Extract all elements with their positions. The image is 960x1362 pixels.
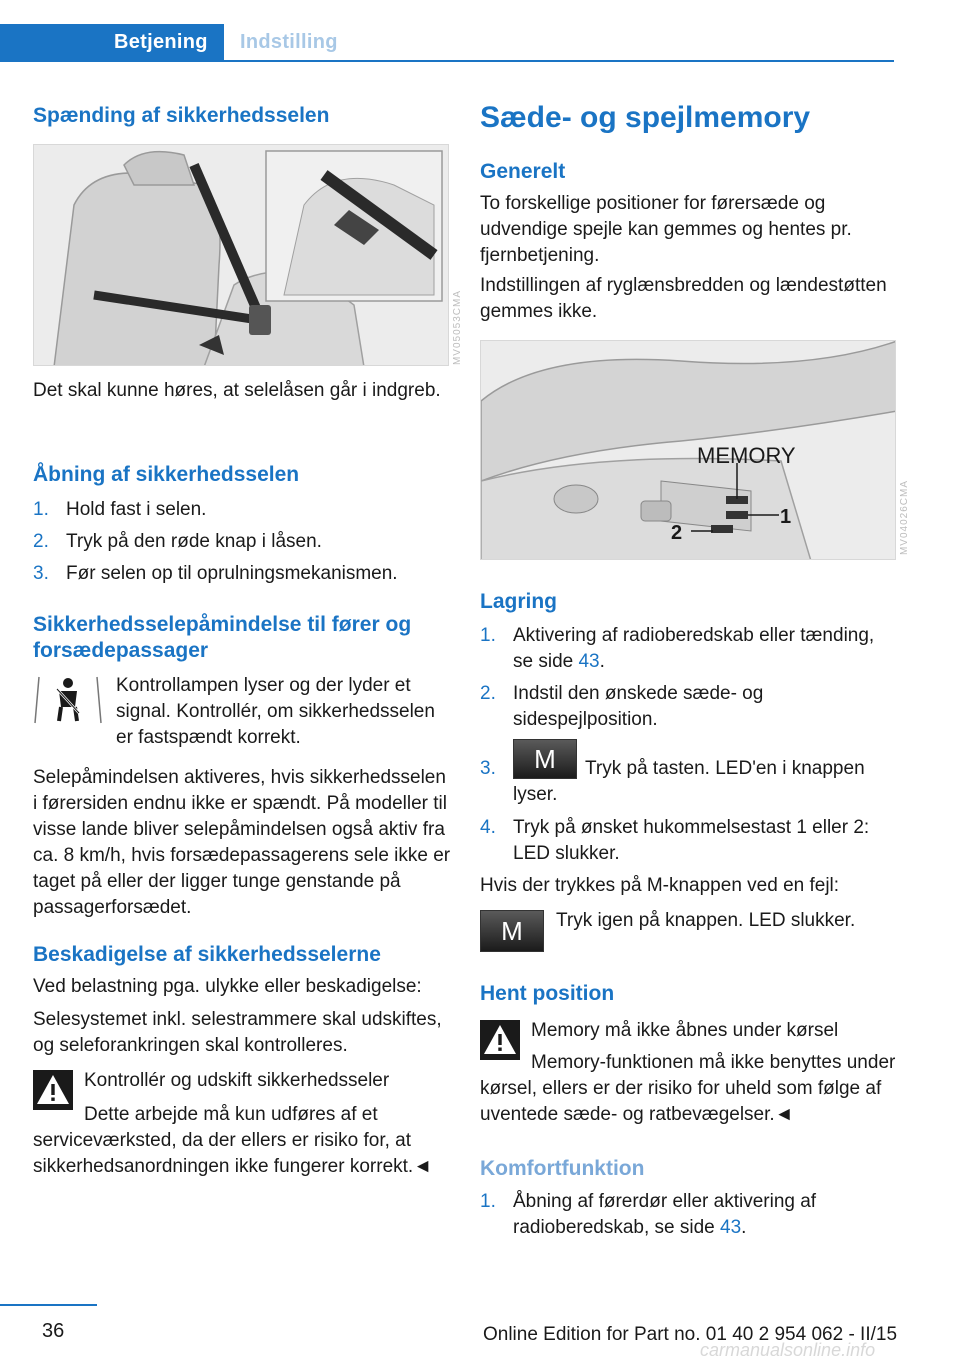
general-text-2: Indstillingen af ryglænsbredden og lændestøtten gemmes ikke. <box>480 275 887 322</box>
seatbelt-illustration <box>33 144 449 366</box>
belt-opening-steps <box>33 497 451 587</box>
general-text-1: To forskellige positioner for førersæde og udvendige spejle kan gemmes og hentes pr. fjernbetjening. <box>480 193 852 266</box>
list-item: 1. Aktivering af radioberedskab eller tænding, se side 43. <box>480 625 875 672</box>
belt-damage-text-1: Ved belastning pga. ulykke eller beskadigelse: <box>33 976 422 997</box>
main-title-memory: Sæde- og spejlmemory <box>480 101 811 134</box>
belt-fastening-text: Det skal kunne høres, at selelåsen går i indgreb. <box>33 380 441 401</box>
section-title-general: Generelt <box>480 160 566 183</box>
memory-label: MEMORY <box>697 443 796 468</box>
section-title-belt-reminder: Sikkerhedsselepåmindelse til fører og forsædepassager <box>33 613 412 662</box>
error-icon-text: Tryk igen på knappen. LED slukker. <box>556 910 856 931</box>
list-item: 1. Åbning af førerdør eller aktivering af radioberedskab, se side 43. <box>480 1191 817 1238</box>
page-number: 36 <box>42 1320 65 1342</box>
belt-reminder-icon-text: Kontrollampen lyser og der lyder et signal. Kontrollér, om sikkerhedsselen er fastspændt korrekt. <box>116 675 435 748</box>
memory-m-button-repeat[interactable]: M <box>480 910 544 952</box>
page-header <box>0 0 960 62</box>
section-title-storage: Lagring <box>480 590 557 613</box>
memory-m-button[interactable]: M <box>513 739 577 779</box>
belt-reminder-text: Selepåmindelsen aktiveres, hvis sikkerhedsselen i førersiden endnu ikke er spændt. På modeller til visse lande bliver selepåmindelsen også aktiv fra ca. 8 km/h, hvis forsædepassagerens sele ikke er taget på eller der ligger tunge genstande på passagerforsædet. <box>33 767 451 918</box>
list-item: 2. Tryk på den røde knap i låsen. <box>33 531 322 552</box>
memory-drawing <box>481 341 896 560</box>
list-item: 3. Tryk på tasten. LED'en i knappen lyser. <box>480 758 865 805</box>
footer-edition: Online Edition for Part no. 01 40 2 954 062 - II/15 <box>482 1324 898 1345</box>
warning2-title: Memory må ikke åbnes under kørsel <box>531 1020 839 1041</box>
seatbelt-drawing <box>34 145 449 366</box>
belt-damage-text-2: Selesystemet inkl. selestrammere skal udskiftes, og seleforankringen skal kontrolleres. <box>33 1009 442 1056</box>
footer-divider <box>0 1304 97 1306</box>
error-text: Hvis der trykkes på M-knappen ved en fejl: <box>480 875 840 896</box>
section-title-comfort: Komfortfunktion <box>480 1157 645 1180</box>
list-item: 2. Indstil den ønskede sæde- og sidespejlposition. <box>480 683 764 730</box>
warning2-text: Memory-funktionen må ikke benyttes under kørsel, ellers er der risiko for uheld som følge af uventede sæde- og ratbevægelser.◄ <box>480 1052 896 1125</box>
page-link-43[interactable]: 43 <box>720 1217 742 1238</box>
list-item: 4. Tryk på ønsket hukommelsestast 1 eller 2: LED slukker. <box>480 817 870 864</box>
page-link-43[interactable]: 43 <box>578 651 600 672</box>
tab-betjening[interactable]: Betjening <box>0 24 224 60</box>
section-title-belt-fastening: Spænding af sikkerhedsselen <box>33 104 330 127</box>
memory-callout-1: 1 <box>780 506 792 528</box>
tab-indstilling[interactable]: Indstilling <box>240 30 338 53</box>
footer-site-watermark: carmanualsonline.info <box>700 1340 876 1360</box>
warning1-title: Kontrollér og udskift sikkerhedsseler <box>84 1070 390 1091</box>
section-title-belt-opening: Åbning af sikkerhedsselen <box>33 463 300 486</box>
section-title-belt-damage: Beskadigelse af sikkerhedsselerne <box>33 943 381 966</box>
seatbelt-warning-icon <box>33 673 103 725</box>
list-item: 3. Før selen op til oprulningsmekanismen. <box>33 563 398 584</box>
image-code-2: MV04026CMA <box>899 480 910 556</box>
section-title-recall: Hent position <box>480 982 615 1005</box>
warning1-text: Dette arbejde må kun udføres af et serviceværksted, da der ellers er risiko for, at sikkerhedsanordningen ikke fungerer korrekt.◄ <box>33 1104 433 1177</box>
list-item: 1. Hold fast i selen. <box>33 499 207 520</box>
image-code-1: MV05053CMA <box>452 290 463 366</box>
memory-callout-2: 2 <box>671 522 683 544</box>
storage-steps <box>480 623 898 745</box>
memory-buttons-illustration <box>480 340 896 560</box>
header-divider <box>0 60 894 62</box>
